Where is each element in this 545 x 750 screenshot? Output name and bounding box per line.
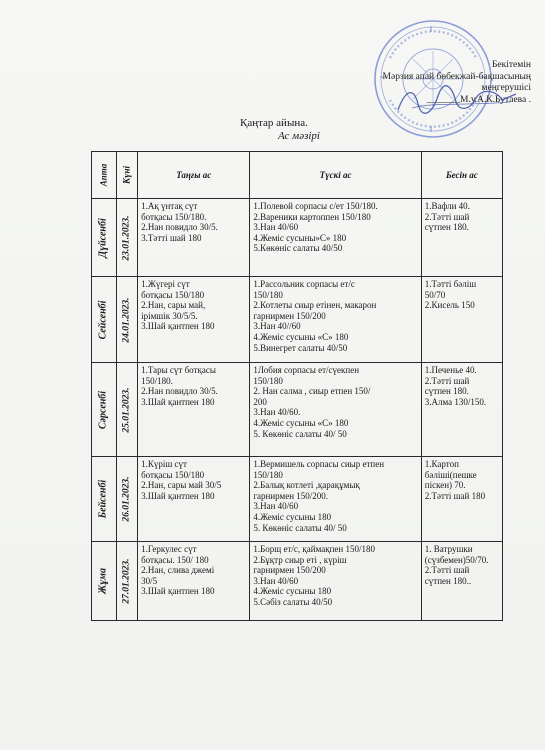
menu-line: ботқасы 150/180 <box>141 289 205 300</box>
menu-line: 4.Жеміс сусыны 180 <box>253 586 332 597</box>
menu-line: 1.Жүгері сүт <box>141 279 190 289</box>
menu-line: 2.Бұқтр сиыр еті , күріш <box>253 554 347 565</box>
date-cell: 27.01.2023. <box>117 542 138 621</box>
menu-line: сүтпен 180. <box>424 222 469 233</box>
table-header-row <box>92 152 503 199</box>
menu-line: 5. Көкөніс салаты 40/ 50 <box>253 522 347 533</box>
header-breakfast: Таңғы ас <box>138 152 250 199</box>
menu-line: 2.Котлеты сиыр етінен, макарон <box>253 300 377 311</box>
menu-line: 5.Винегрет салаты 40/50 <box>253 342 348 353</box>
menu-line: 2.Вареники картоппен 150/180 <box>253 211 371 222</box>
menu-line: 1. Ватрушки <box>424 544 473 554</box>
menu-line: 3.Шай қантпен 180 <box>141 586 215 597</box>
menu-line: бәліші(пешке <box>424 469 477 480</box>
menu-line: ірімшік 30/5/5. <box>141 310 198 321</box>
menu-line: 3.Нан 40/60 <box>253 575 299 586</box>
menu-line: 2.Тәтті шай <box>424 375 470 386</box>
menu-line: ботқасы. 150/ 180 <box>141 554 209 565</box>
lunch-cell <box>250 457 421 542</box>
menu-line: гарнирмен 150/200 <box>253 310 326 321</box>
menu-line: 1.Күріш сүт <box>141 459 187 469</box>
menu-line: сүтпен 180.. <box>424 575 472 586</box>
menu-line: 1.Геркулес сүт <box>141 544 197 554</box>
menu-line: ботқасы 150/180 <box>141 469 205 480</box>
menu-line: 150/180 <box>253 375 283 386</box>
menu-line: ботқасы 150/180. <box>141 211 207 222</box>
breakfast-cell <box>138 199 250 277</box>
menu-line: 1.Печенье 40. <box>424 365 477 375</box>
menu-line: 2.Нан, сары май, <box>141 300 206 311</box>
menu-line: 1.Тәтті бәліш <box>424 279 477 289</box>
table-row <box>92 542 503 621</box>
menu-line: 5.Көкөніс салаты 40/50 <box>253 243 343 254</box>
lunch-cell <box>250 542 421 621</box>
menu-line: 2.Нан повидло 30/5. <box>141 386 218 397</box>
table-row <box>92 363 503 457</box>
menu-line: 50/70 <box>424 289 446 300</box>
snack-cell <box>421 277 502 363</box>
menu-line: 2.Нан, слива джемі <box>141 565 215 576</box>
weekday-cell: Жұма <box>92 542 117 621</box>
month-title: Қаңтар айына. <box>240 117 308 129</box>
date-cell: 25.01.2023. <box>117 363 138 457</box>
lunch-cell <box>250 277 421 363</box>
table-row <box>92 199 503 277</box>
menu-line: 150/180 <box>253 469 283 480</box>
menu-line: 4.Жеміс сусыны 180 <box>253 511 332 522</box>
menu-line: 1.Вермишель сорпасы сиыр етпен <box>253 459 385 469</box>
menu-line: 4.Жеміс сусыны»С» 180 <box>253 232 347 243</box>
menu-line: 2.Тәтті шай 180 <box>424 490 486 501</box>
menu-line: 200 <box>253 396 267 407</box>
menu-table <box>91 151 503 621</box>
menu-line: 2.Нан повидло 30/5. <box>141 222 218 233</box>
menu-line: 150/180. <box>141 375 173 386</box>
header-week: Апта <box>92 152 117 199</box>
menu-line: 5. Көкөніс салаты 40/ 50 <box>253 428 347 439</box>
breakfast-cell <box>138 277 250 363</box>
breakfast-cell <box>138 363 250 457</box>
menu-line: 2.Балық котлеті ,қарақұмық <box>253 480 360 491</box>
menu-line: 3.Тәтті шай 180 <box>141 232 202 243</box>
menu-line: 1.Картоп <box>424 459 459 469</box>
menu-line: 4.Жеміс сусыны «С» 180 <box>253 331 349 342</box>
menu-line: 1.Полевой сорпасы с/ет 150/180. <box>253 201 378 211</box>
menu-line: 1.Рассольник сорпасы ет/с <box>253 279 355 289</box>
menu-line: 1.Вафли 40. <box>424 201 470 211</box>
menu-line: 1.Тары сүт ботқасы <box>141 365 216 375</box>
approval-signatory: _______М.у.А.К.Бутаева . <box>426 94 531 105</box>
snack-cell <box>421 457 502 542</box>
breakfast-cell <box>138 457 250 542</box>
menu-line: 3.Алма 130/150. <box>424 396 487 407</box>
menu-line: (сүзбемен)50/70. <box>424 554 489 565</box>
date-cell: 24.01.2023. <box>117 277 138 363</box>
menu-line: 5.Сәбіз салаты 40/50 <box>253 596 333 607</box>
menu-line: сүтпен 180. <box>424 386 469 397</box>
date-cell: 26.01.2023. <box>117 457 138 542</box>
menu-line: 1.Борщ ет/с, қаймақпен 150/180 <box>253 544 375 554</box>
approval-title: Бекітемін <box>491 60 531 70</box>
header-snack: Бесін ас <box>421 152 502 199</box>
menu-line: піскен) 70. <box>424 480 466 491</box>
menu-line: 2.Кисель 150 <box>424 300 475 311</box>
menu-line: 3.Нан 40/60 <box>253 501 299 512</box>
header-day: Күні <box>117 152 138 199</box>
menu-line: гарнирмен 150/200 <box>253 565 326 576</box>
signature <box>392 80 522 120</box>
menu-line: 3.Шай қантпен 180 <box>141 490 215 501</box>
approval-institution: Мәрзия апай бөбекжай-бақшасының <box>382 71 531 82</box>
menu-line: гарнирмен 150/200. <box>253 490 329 501</box>
menu-line: 3.Нан 40/60. <box>253 407 301 418</box>
breakfast-cell <box>138 542 250 621</box>
menu-line: 2.Нан, сары май 30/5 <box>141 480 222 491</box>
menu-line: 3.Нан 40/60 <box>253 222 299 233</box>
snack-cell <box>421 199 502 277</box>
table-row <box>92 457 503 542</box>
approval-position: меңгерушісі <box>481 83 531 93</box>
snack-cell <box>421 363 502 457</box>
menu-line: 2. Нан салма , сиыр етпен 150/ <box>253 386 371 397</box>
menu-line: 150/180 <box>253 289 283 300</box>
weekday-cell: Дүйсенбі <box>92 199 117 277</box>
menu-line: 30/5 <box>141 575 158 586</box>
menu-line: 3.Нан 40//60 <box>253 321 301 332</box>
menu-line: 4.Жеміс сусыны «С» 180 <box>253 417 349 428</box>
weekday-cell: Сәрсенбі <box>92 363 117 457</box>
menu-line: 1Лобия сорпасы ет/сүекпен <box>253 365 360 375</box>
menu-heading <box>240 117 320 143</box>
menu-line: 1.Ақ үнтақ сүт <box>141 201 198 211</box>
table-row <box>92 277 503 363</box>
menu-line: 3.Шай қантпен 180 <box>141 396 215 407</box>
weekday-cell: Сейсенбі <box>92 277 117 363</box>
menu-title: Ас мәзірі <box>278 130 320 142</box>
lunch-cell <box>250 363 421 457</box>
weekday-cell: Бейсенбі <box>92 457 117 542</box>
lunch-cell <box>250 199 421 277</box>
menu-line: 2.Тәтті шай <box>424 565 470 576</box>
header-lunch: Түскі ас <box>250 152 421 199</box>
menu-table-body <box>92 199 503 621</box>
menu-line: 2.Тәтті шай <box>424 211 470 222</box>
menu-line: 3.Шай қантпен 180 <box>141 321 215 332</box>
date-cell: 23.01.2023. <box>117 199 138 277</box>
snack-cell <box>421 542 502 621</box>
